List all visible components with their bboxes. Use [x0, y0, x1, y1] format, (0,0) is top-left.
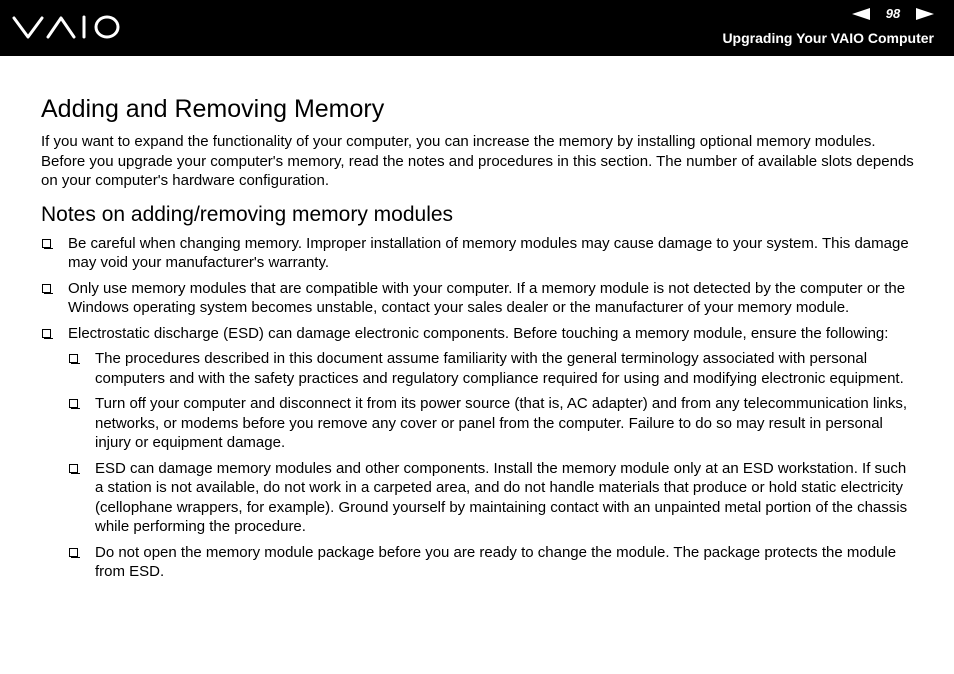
checkbox-bullet-icon — [69, 354, 78, 363]
list-item — [68, 543, 917, 582]
page-header — [0, 0, 954, 56]
checkbox-bullet-icon — [42, 329, 51, 338]
notes-list — [41, 234, 917, 582]
list-item-text: Only use memory modules that are compatible with your computer. If a memory module is not detected by the computer or the Windows operating system becomes unstable, contact your sales dealer or the manufacturer of your memory module. — [68, 279, 906, 316]
list-item-text: Turn off your computer and disconnect it from its power source (that is, AC adapter) and from any telecommunication links, networks, or modems before you remove any cover or panel from the computer. Failure to do so may result in personal injury or equipment damage. — [95, 395, 908, 451]
checkbox-bullet-icon — [42, 239, 51, 248]
page-content — [41, 94, 917, 588]
list-item-text: The procedures described in this document assume familiarity with the general terminology associated with personal computers and with the safety practices and regulatory compliance required for using and modifying electronic equipment. — [95, 350, 904, 387]
checkbox-bullet-icon — [42, 284, 51, 293]
list-item — [41, 324, 917, 344]
checkbox-bullet-icon — [69, 399, 78, 408]
checkbox-bullet-icon — [69, 548, 78, 557]
list-item — [41, 234, 917, 273]
page-title: Adding and Removing Memory — [41, 95, 385, 123]
list-item-text: ESD can damage memory modules and other components. Install the memory module only at an ESD workstation. If such a station is not available, do not work in a carpeted area, and do not handle materials that produce or hold static electricity (cellophane wrappers, for example). Ground yourself by maintaining contact with an unpainted metal portion of the chassis while performing the procedure. — [95, 459, 908, 535]
page-number: 98 — [885, 6, 901, 21]
list-item — [68, 459, 917, 537]
vaio-logo — [12, 12, 122, 47]
list-item-text: Be careful when changing memory. Improper installation of memory modules may cause damage to your system. This damage may void your manufacturer's warranty. — [68, 234, 909, 271]
page-navigation — [852, 6, 934, 21]
list-item — [68, 349, 917, 388]
checkbox-bullet-icon — [69, 464, 78, 473]
section-title: Upgrading Your VAIO Computer — [722, 30, 934, 46]
list-item-text: Electrostatic discharge (ESD) can damage electronic components. Before touching a memory module, ensure the following: — [68, 324, 889, 342]
intro-paragraph: If you want to expand the functionality of your computer, you can increase the memory by installing optional memory modules. Before you upgrade your computer's memory, read the notes and procedures in this section. The number of available slots depends on your computer's hardware configuration. — [41, 133, 914, 189]
previous-page-arrow-icon[interactable] — [852, 8, 870, 20]
list-item — [41, 279, 917, 318]
list-item — [68, 394, 917, 453]
list-item-text: Do not open the memory module package before you are ready to change the module. The package protects the module from ESD. — [95, 543, 897, 580]
vaio-logo-icon — [12, 12, 122, 42]
next-page-arrow-icon[interactable] — [916, 8, 934, 20]
notes-heading: Notes on adding/removing memory modules — [41, 202, 454, 226]
